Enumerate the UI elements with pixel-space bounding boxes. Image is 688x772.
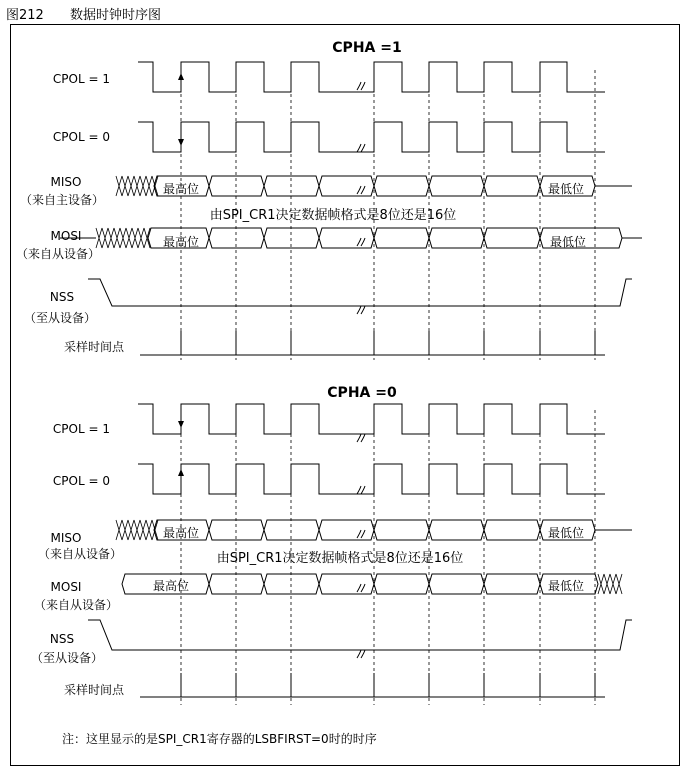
panel2-cpol1-wave	[138, 404, 605, 434]
panel2-mosi-msb: 最高位	[152, 579, 190, 593]
panel2-cpol1-label: CPOL = 1	[52, 422, 110, 436]
panel2-miso-hatch	[116, 520, 158, 540]
panel1-frame-format: 由SPI_CR1决定数据帧格式是8位还是16位	[209, 208, 457, 223]
panel1-break-cpol0	[357, 144, 365, 152]
panel2-mosi-bus-cell-5	[429, 574, 484, 594]
panel1-cpol1-arrow	[178, 73, 184, 80]
panel1-cpol0-label: CPOL = 0	[52, 130, 110, 144]
panel2-cpol1-arrow	[178, 421, 184, 428]
panel1-miso-source: （来自主设备）	[19, 193, 105, 207]
panel2-sample-label: 采样时间点	[63, 683, 125, 697]
panel1-cpol0-wave	[138, 122, 605, 152]
panel1-break-mosi	[357, 238, 365, 246]
panel2-break-nss	[357, 650, 365, 658]
panel2-miso-source: （来自从设备）	[37, 547, 123, 561]
panel2-miso-bus-cell-4	[374, 520, 429, 540]
panel1-miso-bus-cell-3	[319, 176, 374, 196]
panel1-miso-bus-cell-5	[429, 176, 484, 196]
panel2-cpol0-arrow	[178, 469, 184, 476]
panel2-mosi-bus-cell-2	[264, 574, 319, 594]
panel1-nss-label: NSS	[49, 290, 75, 304]
panel2-miso-bus-cell-6	[484, 520, 540, 540]
panel2-cpol0-label: CPOL = 0	[52, 474, 110, 488]
panel2-mosi-bus-cell-4	[374, 574, 429, 594]
panel2-mosi-label: MOSI	[50, 580, 82, 594]
panel2-miso-label: MISO	[50, 531, 82, 545]
panel2-miso-bus-cell-3	[319, 520, 374, 540]
panel1-mosi-bus-cell-2	[264, 228, 319, 248]
footnote: 注：这里显示的是SPI_CR1寄存器的LSBFIRST=0时的时序	[62, 732, 377, 746]
panel1-mosi-source: （来自从设备）	[15, 247, 101, 261]
panel2-break-mosi	[357, 584, 365, 592]
panel2-miso-lsb: 最低位	[547, 526, 585, 540]
panel1-mosi-label: MOSI	[50, 229, 82, 243]
panel2-break-cpol1	[357, 434, 365, 442]
panel1-mosi-msb: 最高位	[162, 235, 200, 249]
panel1-miso-msb: 最高位	[162, 182, 200, 196]
panel1-miso-hatch	[116, 176, 158, 196]
panel2-break-miso	[357, 530, 365, 538]
panel1-title: CPHA =1	[332, 40, 402, 56]
panel1-cpol0-arrow	[178, 139, 184, 146]
panel1-miso-lsb: 最低位	[547, 182, 585, 196]
panel2-break-cpol0	[357, 486, 365, 494]
panel1-mosi-bus-cell-4	[374, 228, 429, 248]
panel1-mosi-bus-cell-3	[319, 228, 374, 248]
panel1-miso-bus-cell-1	[209, 176, 264, 196]
panel1-mosi-bus-cell-5	[429, 228, 484, 248]
panel1-mosi-bus-cell-1	[209, 228, 264, 248]
panel2-nss-target: （至从设备）	[30, 651, 104, 665]
panel1-cpol1-wave	[138, 62, 605, 92]
panel2-title: CPHA =0	[327, 385, 397, 401]
panel2-mosi-lsb: 最低位	[547, 579, 585, 593]
panel2-mosi-hatch	[598, 574, 622, 594]
panel2-nss-wave	[88, 620, 632, 650]
figure-title: 数据时钟时序图	[69, 8, 161, 23]
panel2-miso-bus-cell-5	[429, 520, 484, 540]
figure-number: 图212	[6, 8, 44, 23]
panel1-break-nss	[357, 306, 365, 314]
panel2-frame-format: 由SPI_CR1决定数据帧格式是8位还是16位	[216, 551, 464, 566]
panel1-miso-label: MISO	[50, 175, 82, 189]
panel2-mosi-bus-cell-6	[484, 574, 540, 594]
panel2-miso-bus-cell-1	[209, 520, 264, 540]
panel1-sample-label: 采样时间点	[63, 340, 125, 354]
panel2-mosi-bus-cell-1	[209, 574, 264, 594]
panel1-break-miso	[357, 186, 365, 194]
panel2-nss-label: NSS	[49, 632, 75, 646]
panel2-miso-bus-cell-2	[264, 520, 319, 540]
panel2-miso-msb: 最高位	[162, 526, 200, 540]
panel1-nss-wave	[88, 279, 632, 306]
panel2-mosi-source: （来自从设备）	[33, 598, 119, 612]
panel1-mosi-hatch	[96, 228, 150, 248]
panel1-nss-target: （至从设备）	[23, 311, 97, 325]
panel1-cpol1-label: CPOL = 1	[52, 72, 110, 86]
panel1-break-cpol1	[357, 82, 365, 90]
panel1-mosi-bus-cell-6	[484, 228, 540, 248]
panel1-mosi-lsb: 最低位	[549, 235, 587, 249]
panel1-miso-bus-cell-2	[264, 176, 319, 196]
panel2-cpol0-wave	[138, 464, 605, 494]
panel1-miso-bus-cell-4	[374, 176, 429, 196]
panel1-miso-bus-cell-6	[484, 176, 540, 196]
panel2-mosi-bus-cell-3	[319, 574, 374, 594]
